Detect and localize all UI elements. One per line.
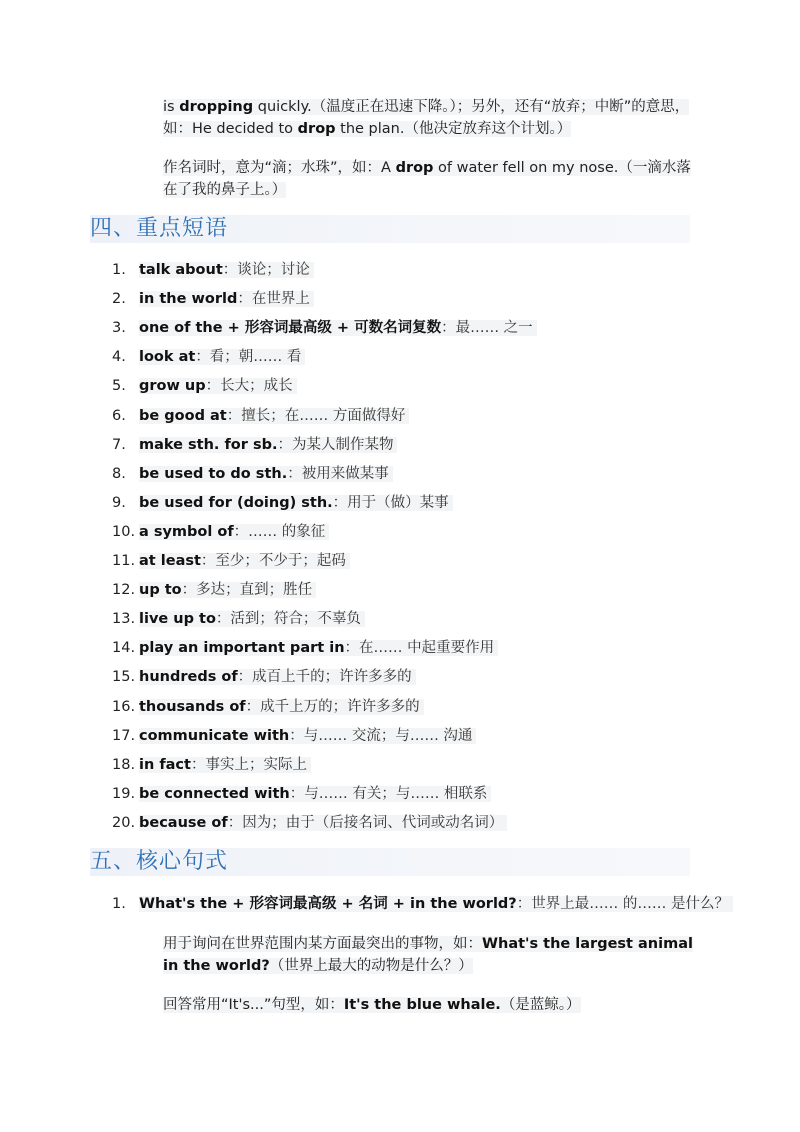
list-number: 12. — [112, 582, 136, 598]
phrase-term: because of — [139, 815, 228, 831]
phrase-list-item — [112, 608, 365, 630]
phrase-list-item — [112, 637, 498, 659]
list-number: 17. — [112, 728, 136, 744]
phrase-meaning: ：为某人制作某物 — [277, 437, 394, 453]
list-number: 4. — [112, 349, 126, 365]
list-number: 14. — [112, 640, 136, 656]
list-number: 1. — [112, 896, 126, 912]
phrase-meaning: ：与…… 交流；与…… 沟通 — [289, 728, 473, 744]
phrase-meaning: ：用于（做）某事 — [332, 495, 449, 511]
phrase-meaning: ：被用来做某事 — [287, 466, 389, 482]
list-number: 2. — [112, 291, 126, 307]
phrase-meaning: ：…… 的象征 — [233, 524, 326, 540]
phrase-meaning: ：因为；由于（后接名词、代词或动名词） — [227, 815, 504, 831]
phrase-list-item — [112, 346, 305, 368]
phrase-list-item — [112, 375, 297, 397]
noun-usage-paragraph: 作名词时，意为“滴；水珠”，如：A drop of water fell on my nose.（一滴水落在了我的鼻子上。） — [163, 160, 691, 198]
phrase-term: communicate with — [139, 728, 290, 744]
list-number: 15. — [112, 669, 136, 685]
phrase-list-item — [112, 521, 329, 543]
core-sentence-usage-paragraph: 用于询问在世界范围内某方面最突出的事物，如：What's the largest animal in the world?（世界上最大的动物是什么？） — [163, 936, 693, 974]
list-number: 13. — [112, 611, 136, 627]
phrase-term: look at — [139, 349, 196, 365]
phrase-meaning: ：在世界上 — [237, 291, 310, 307]
core-sentence-answer-paragraph: 回答常用“It's...”句型，如：It's the blue whale.（是蓝鲸。） — [163, 997, 581, 1013]
phrase-meaning: ：最…… 之一 — [441, 320, 533, 336]
phrase-term: in the world — [139, 291, 238, 307]
phrase-term: a symbol of — [139, 524, 234, 540]
phrase-meaning: ：看；朝…… 看 — [195, 349, 302, 365]
phrase-meaning: ：活到；符合；不辜负 — [215, 611, 361, 627]
phrase-term: talk about — [139, 262, 223, 278]
phrase-list-item — [112, 754, 311, 776]
phrase-meaning: ：在…… 中起重要作用 — [344, 640, 495, 656]
phrase-meaning: ：谈论；讨论 — [222, 262, 310, 278]
phrase-term: make sth. for sb. — [139, 437, 278, 453]
phrase-term: thousands of — [139, 699, 246, 715]
list-number: 3. — [112, 320, 126, 336]
phrase-list-item — [112, 317, 537, 339]
phrase-term: live up to — [139, 611, 216, 627]
phrase-meaning: ：成千上万的；许许多多的 — [245, 699, 420, 715]
phrase-meaning: ：长大；成长 — [205, 378, 293, 394]
phrase-meaning: ：至少；不少于；起码 — [200, 553, 346, 569]
phrase-list-item — [112, 812, 507, 834]
phrase-list-item — [112, 288, 314, 310]
phrase-term: hundreds of — [139, 669, 238, 685]
intro-paragraph — [163, 96, 693, 140]
phrase-term: be used to do sth. — [139, 466, 288, 482]
phrase-list-item — [112, 696, 424, 718]
phrase-list-item — [112, 463, 393, 485]
phrase-list-item — [112, 259, 314, 281]
phrase-term: in fact — [139, 757, 191, 773]
list-number: 16. — [112, 699, 136, 715]
phrase-term: be used for (doing) sth. — [139, 495, 333, 511]
list-number: 19. — [112, 786, 136, 802]
list-number: 1. — [112, 262, 126, 278]
phrase-meaning: ：事实上；实际上 — [190, 757, 307, 773]
list-number: 20. — [112, 815, 136, 831]
list-number: 6. — [112, 408, 126, 424]
phrase-term: play an important part in — [139, 640, 345, 656]
phrase-term: grow up — [139, 378, 206, 394]
list-number: 8. — [112, 466, 126, 482]
phrase-meaning: ：成百上千的；许许多多的 — [237, 669, 412, 685]
section-heading-core-sentences: 五、核心句式 — [90, 848, 690, 876]
phrase-list-item — [112, 666, 416, 688]
section-heading-key-phrases: 四、重点短语 — [90, 215, 690, 243]
phrase-list-item — [112, 579, 316, 601]
intro-line1: is dropping quickly.（温度正在迅速下降。）；另外，还有“放弃；中断”的意思， — [163, 99, 690, 115]
intro-line2: 如：He decided to drop the plan.（他决定放弃这个计划。） — [163, 121, 572, 137]
phrase-meaning: ：与…… 有关；与…… 相联系 — [289, 786, 488, 802]
phrase-list-item — [112, 492, 453, 514]
phrase-term: up to — [139, 582, 182, 598]
phrase-term: be good at — [139, 408, 227, 424]
list-number: 11. — [112, 553, 136, 569]
phrase-list-item — [112, 405, 409, 427]
core-sentence-item — [112, 893, 733, 915]
phrase-term: one of the + 形容词最高级 + 可数名词复数 — [139, 320, 442, 336]
list-number: 9. — [112, 495, 126, 511]
phrase-term: at least — [139, 553, 201, 569]
list-number: 5. — [112, 378, 126, 394]
list-number: 18. — [112, 757, 136, 773]
phrase-list-item — [112, 725, 476, 747]
list-number: 7. — [112, 437, 126, 453]
phrase-list-item — [112, 434, 397, 456]
phrase-meaning: ：擅长；在…… 方面做得好 — [226, 408, 406, 424]
sentence-meaning: ：世界上最…… 的…… 是什么？ — [516, 896, 729, 912]
phrase-term: be connected with — [139, 786, 290, 802]
phrase-meaning: ：多达；直到；胜任 — [181, 582, 313, 598]
phrase-list-item — [112, 783, 491, 805]
sentence-pattern: What's the + 形容词最高级 + 名词 + in the world? — [139, 896, 517, 912]
phrase-list-item — [112, 550, 350, 572]
list-number: 10. — [112, 524, 136, 540]
